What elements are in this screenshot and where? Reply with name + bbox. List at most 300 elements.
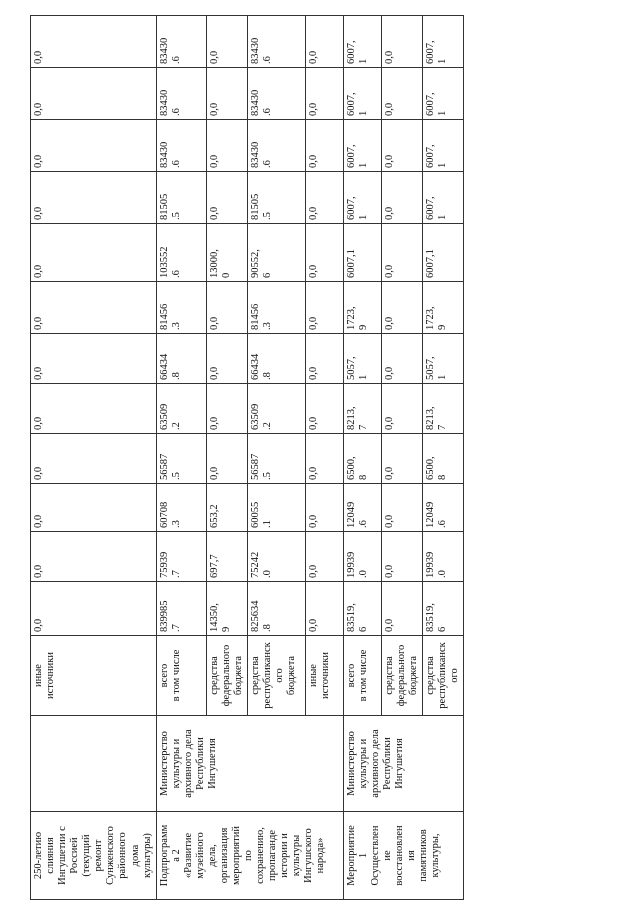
measure-name-cell-line: памятников: [418, 829, 430, 882]
value-cell-line: 9: [220, 626, 232, 632]
value-cell-line: 0,0: [208, 50, 220, 64]
subprogram-name-cell-line: музейного: [194, 832, 206, 879]
value-cell-line: 0,0: [307, 206, 319, 220]
funding-source-cell-line: всего: [158, 663, 170, 688]
value-cell-line: .6: [170, 56, 182, 64]
value-cell: [343, 582, 381, 636]
value-cell-line: 0,0: [383, 618, 395, 632]
value-cell-line: .6: [437, 520, 449, 528]
value-cell-line: 0,0: [383, 154, 395, 168]
value-cell: [31, 282, 157, 334]
value-cell-line: .5: [170, 212, 182, 220]
value-cell: [423, 224, 464, 282]
value-cell-line: 60055: [249, 501, 261, 528]
value-cell-line: 60708: [158, 501, 170, 528]
value-cell-line: 0,0: [33, 618, 44, 632]
subprogram-name-cell-line: истории и: [279, 833, 291, 878]
value-cell: [381, 384, 422, 434]
value-cell: [343, 532, 381, 582]
value-cell-line: 0,0: [383, 264, 395, 278]
measure-name-cell-line: ие: [382, 850, 393, 861]
value-cell-line: 5057,: [345, 356, 357, 380]
value-cell-line: .6: [170, 108, 182, 116]
value-cell-line: .7: [170, 570, 182, 578]
value-cell: [156, 434, 206, 484]
value-cell-line: 0,0: [208, 466, 220, 480]
funding-source-cell: [31, 636, 157, 716]
value-cell-line: 1: [357, 110, 369, 116]
value-cell-line: 0,0: [307, 618, 319, 632]
value-cell-line: .0: [261, 570, 273, 578]
value-cell: [343, 172, 381, 224]
value-cell: [31, 532, 157, 582]
value-cell-line: 63509: [249, 403, 261, 430]
value-cell-line: 0,0: [208, 416, 220, 430]
value-cell-line: 9: [437, 324, 449, 330]
value-cell: [305, 172, 343, 224]
value-cell-line: .6: [261, 160, 273, 168]
value-cell-line: 0,0: [33, 564, 44, 578]
value-cell-line: 6007,: [345, 40, 357, 64]
value-cell: [423, 334, 464, 384]
value-cell-line: 81505: [158, 193, 170, 220]
subprogram-name-cell-line: культуры: [291, 834, 303, 877]
value-cell-line: 13000,: [208, 249, 220, 278]
value-cell-line: 6007,1: [425, 249, 436, 278]
funding-source-cell-line: иные: [307, 664, 319, 687]
subprogram-name-cell-line: народа»: [315, 837, 327, 874]
value-cell: [381, 334, 422, 384]
value-cell-line: 6007,: [425, 196, 436, 220]
value-cell: [305, 334, 343, 384]
value-cell-line: 8: [437, 474, 449, 480]
executor-cell-line: Министерство: [345, 731, 357, 796]
value-cell: [247, 172, 305, 224]
value-cell-line: 75939: [158, 551, 170, 578]
funding-source-cell-line: источники: [319, 652, 331, 699]
subprogram-name-cell-line: дела,: [206, 844, 218, 867]
value-cell-line: 0,0: [208, 366, 220, 380]
executor-cell-line: культуры и: [170, 738, 182, 789]
funding-source-cell-line: иные: [33, 664, 44, 687]
value-cell-line: 7: [357, 424, 369, 430]
value-cell: [156, 16, 206, 68]
value-cell: [31, 16, 157, 68]
value-cell: [156, 334, 206, 384]
value-cell: [423, 16, 464, 68]
value-cell: [31, 484, 157, 532]
value-cell: [381, 172, 422, 224]
value-cell: [206, 224, 247, 282]
funding-source-cell-line: ого: [449, 668, 461, 683]
value-cell-line: 697,7: [208, 554, 220, 578]
measure-name-cell-line: 1: [357, 852, 369, 859]
executor-cell-line: архивного дела: [369, 729, 381, 798]
value-cell: [305, 282, 343, 334]
executor-cell: [156, 716, 343, 812]
value-cell-line: 0,0: [307, 366, 319, 380]
subprogram-name-cell-line: «Развитие: [182, 832, 194, 879]
program-name-cell-line: культуры): [141, 833, 153, 878]
value-cell: [31, 582, 157, 636]
value-cell-line: .8: [261, 624, 273, 632]
value-cell: [247, 434, 305, 484]
value-cell: [423, 120, 464, 172]
value-cell-line: 0,0: [33, 416, 44, 430]
value-cell: [381, 282, 422, 334]
value-cell-line: .2: [170, 422, 182, 430]
value-cell-line: 6007,: [425, 144, 436, 168]
value-cell: [206, 434, 247, 484]
program-name-cell-line: Россией: [69, 837, 81, 874]
value-cell-line: 1: [357, 374, 369, 380]
program-name-cell-line: 250-летию: [33, 831, 44, 880]
value-cell-line: 1723,: [425, 306, 436, 330]
subprogram-name-cell-line: организация: [218, 827, 230, 884]
value-cell: [381, 16, 422, 68]
value-cell-line: 1723,: [345, 306, 357, 330]
funding-source-cell: [343, 636, 381, 716]
value-cell: [206, 172, 247, 224]
value-cell-line: 83430: [158, 89, 170, 116]
value-cell: [247, 532, 305, 582]
value-cell: [423, 68, 464, 120]
value-cell: [156, 68, 206, 120]
value-cell-line: .5: [170, 472, 182, 480]
value-cell: [423, 582, 464, 636]
value-cell: [343, 384, 381, 434]
value-cell-line: 6007,: [345, 144, 357, 168]
value-cell: [31, 68, 157, 120]
value-cell-line: 6500,: [425, 456, 436, 480]
value-cell-line: 0,0: [307, 316, 319, 330]
value-cell-line: 0,0: [307, 514, 319, 528]
value-cell: [381, 120, 422, 172]
value-cell-line: 19939: [425, 551, 436, 578]
value-cell: [343, 282, 381, 334]
value-cell-line: .0: [437, 570, 449, 578]
value-cell: [247, 68, 305, 120]
funding-source-cell-line: в том числе: [357, 649, 369, 702]
value-cell-line: 0: [220, 272, 232, 278]
value-cell: [305, 434, 343, 484]
measure-name-cell-line: Осуществлен: [369, 825, 381, 886]
value-cell: [156, 582, 206, 636]
funding-source-cell-line: бюджета: [232, 655, 244, 696]
value-cell-line: 6: [437, 626, 449, 632]
value-cell-line: 0,0: [33, 154, 44, 168]
value-cell-line: 1: [357, 214, 369, 220]
executor-cell: [343, 716, 463, 812]
subprogram-name-cell-line: мероприятий: [231, 826, 242, 885]
value-cell-line: 0,0: [383, 416, 395, 430]
value-cell-line: .1: [261, 520, 273, 528]
funding-source-cell-line: бюджета: [286, 655, 297, 696]
value-cell: [206, 334, 247, 384]
value-cell: [247, 282, 305, 334]
value-cell-line: .6: [170, 160, 182, 168]
value-cell-line: 9: [357, 324, 369, 330]
value-cell: [381, 224, 422, 282]
value-cell-line: 6: [357, 626, 369, 632]
value-cell-line: 83430: [249, 37, 261, 64]
funding-source-cell: [381, 636, 422, 716]
value-cell: [343, 484, 381, 532]
value-cell: [206, 582, 247, 636]
value-cell: [423, 282, 464, 334]
executor-cell-line: культуры и: [357, 738, 369, 789]
table-row: [31, 16, 157, 900]
value-cell-line: 81505: [249, 193, 261, 220]
value-cell-line: 103552: [158, 246, 170, 278]
value-cell-line: 825634: [249, 600, 261, 632]
value-cell: [343, 334, 381, 384]
value-cell: [381, 68, 422, 120]
value-cell: [247, 334, 305, 384]
value-cell-line: 0,0: [307, 466, 319, 480]
value-cell-line: .5: [261, 212, 273, 220]
value-cell-line: 0,0: [208, 154, 220, 168]
value-cell-line: 0,0: [33, 466, 44, 480]
subprogram-name-cell-line: пропаганде: [267, 830, 279, 881]
value-cell-line: 0,0: [307, 264, 319, 278]
value-cell: [247, 384, 305, 434]
value-cell-line: 0,0: [33, 366, 44, 380]
value-cell-line: .8: [170, 372, 182, 380]
value-cell: [156, 384, 206, 434]
value-cell-line: 653,2: [208, 504, 220, 528]
value-cell: [247, 120, 305, 172]
value-cell: [31, 334, 157, 384]
value-cell-line: 0,0: [33, 316, 44, 330]
subprogram-name-cell-line: сохранению,: [255, 827, 267, 884]
value-cell: [343, 434, 381, 484]
measure-name-cell-line: ия: [406, 850, 418, 861]
program-name-cell-line: Ингушетии с: [57, 826, 69, 885]
measure-name-cell-line: культуры,: [430, 833, 442, 878]
value-cell-line: 0,0: [33, 50, 44, 64]
value-cell-line: .5: [261, 472, 273, 480]
value-cell-line: 83430: [249, 141, 261, 168]
value-cell-line: 0,0: [383, 564, 395, 578]
table-row: [156, 16, 206, 900]
value-cell: [247, 484, 305, 532]
value-cell-line: 0,0: [33, 264, 44, 278]
value-cell-line: .2: [261, 422, 273, 430]
value-cell-line: 14350,: [208, 603, 220, 632]
value-cell-line: .6: [261, 108, 273, 116]
value-cell-line: .7: [170, 624, 182, 632]
value-cell: [206, 120, 247, 172]
measure-name-cell-line: восстановлен: [394, 825, 406, 886]
funding-source-cell: [305, 636, 343, 716]
value-cell: [381, 582, 422, 636]
value-cell-line: 0,0: [383, 514, 395, 528]
executor-cell-empty: [31, 716, 157, 812]
value-cell: [381, 532, 422, 582]
value-cell-line: 83430: [158, 37, 170, 64]
value-cell: [31, 172, 157, 224]
value-cell-line: 81456: [158, 303, 170, 330]
value-cell: [305, 16, 343, 68]
value-cell-line: 0,0: [33, 514, 44, 528]
value-cell-line: 1: [437, 58, 449, 64]
value-cell-line: 6007,: [425, 92, 436, 116]
value-cell-line: 7: [437, 424, 449, 430]
value-cell: [247, 224, 305, 282]
value-cell-line: 12049: [425, 501, 436, 528]
value-cell-line: 1: [357, 58, 369, 64]
funding-source-cell-line: бюджета: [407, 655, 419, 696]
funding-source-cell-line: средства: [208, 656, 220, 695]
value-cell-line: 1: [437, 162, 449, 168]
value-cell-line: .3: [170, 520, 182, 528]
funding-source-cell-line: федерального: [220, 644, 232, 707]
measure-name-cell: [343, 812, 463, 900]
subprogram-name-cell: [156, 812, 343, 900]
value-cell: [305, 484, 343, 532]
value-cell: [156, 282, 206, 334]
value-cell: [206, 384, 247, 434]
value-cell: [206, 484, 247, 532]
value-cell-line: 1: [437, 214, 449, 220]
value-cell-line: 63509: [158, 403, 170, 430]
program-name-cell-line: слияния: [45, 837, 57, 874]
program-name-cell-line: (текущий: [81, 834, 93, 877]
program-name-cell-line: Сунженского: [105, 826, 117, 885]
funding-source-cell-line: в том числе: [170, 649, 182, 702]
value-cell-line: 0,0: [307, 50, 319, 64]
funding-source-cell-line: федерального: [395, 644, 407, 707]
value-cell-line: 83430: [249, 89, 261, 116]
value-cell-line: 0,0: [307, 564, 319, 578]
value-cell-line: 0,0: [33, 102, 44, 116]
value-cell-line: 0,0: [307, 416, 319, 430]
value-cell: [305, 582, 343, 636]
value-cell-line: .6: [357, 520, 369, 528]
value-cell: [305, 532, 343, 582]
value-cell-line: 0,0: [383, 466, 395, 480]
funding-source-cell-line: всего: [345, 663, 357, 688]
value-cell-line: .6: [261, 56, 273, 64]
value-cell: [156, 172, 206, 224]
table-row: [343, 16, 381, 900]
value-cell: [247, 582, 305, 636]
value-cell-line: 66434: [158, 353, 170, 380]
value-cell: [381, 484, 422, 532]
funding-source-cell-line: средства: [425, 656, 436, 695]
value-cell: [206, 16, 247, 68]
value-cell-line: 66434: [249, 353, 261, 380]
value-cell-line: .8: [261, 372, 273, 380]
subprogram-name-cell-line: а 2: [170, 849, 182, 862]
funding-source-cell-line: средства: [383, 656, 395, 695]
value-cell-line: 1: [437, 374, 449, 380]
value-cell: [206, 282, 247, 334]
program-name-cell: [31, 812, 157, 900]
value-cell-line: 8213,: [345, 406, 357, 430]
value-cell-line: .6: [170, 270, 182, 278]
value-cell-line: 83519,: [425, 603, 436, 632]
funding-source-cell: [247, 636, 305, 716]
funding-source-cell: [423, 636, 464, 716]
value-cell-line: 8: [357, 474, 369, 480]
value-cell-line: 6007,1: [345, 249, 357, 278]
funding-source-cell-line: республиканск: [437, 642, 449, 709]
value-cell: [31, 120, 157, 172]
value-cell-line: 83519,: [345, 603, 357, 632]
value-cell-line: 0,0: [208, 102, 220, 116]
value-cell-line: 0,0: [383, 206, 395, 220]
value-cell-line: 0,0: [208, 316, 220, 330]
value-cell-line: 6500,: [345, 456, 357, 480]
value-cell: [343, 224, 381, 282]
value-cell: [206, 532, 247, 582]
measure-name-cell-line: Мероприятие: [345, 825, 357, 886]
value-cell-line: 0,0: [383, 50, 395, 64]
value-cell: [305, 120, 343, 172]
value-cell: [343, 68, 381, 120]
value-cell-line: 19939: [345, 551, 357, 578]
value-cell: [247, 16, 305, 68]
subprogram-name-cell-line: Ингушского: [303, 828, 315, 883]
value-cell: [343, 120, 381, 172]
value-cell: [423, 434, 464, 484]
value-cell: [156, 532, 206, 582]
executor-cell-line: Министерство: [158, 731, 170, 796]
funding-source-cell-line: источники: [45, 652, 57, 699]
value-cell: [423, 384, 464, 434]
executor-cell-line: Республики: [194, 737, 206, 790]
value-cell: [423, 484, 464, 532]
value-cell-line: 6007,: [425, 40, 436, 64]
value-cell-line: .3: [261, 322, 273, 330]
funding-source-cell-line: ого: [273, 668, 285, 683]
value-cell: [31, 434, 157, 484]
value-cell-line: 6007,: [345, 92, 357, 116]
value-cell-line: 6007,: [345, 196, 357, 220]
value-cell-line: 1: [357, 162, 369, 168]
value-cell-line: 75242: [249, 551, 261, 578]
value-cell-line: 0,0: [383, 316, 395, 330]
value-cell-line: 12049: [345, 501, 357, 528]
value-cell: [305, 384, 343, 434]
value-cell: [305, 224, 343, 282]
value-cell: [343, 16, 381, 68]
value-cell: [423, 532, 464, 582]
value-cell: [206, 68, 247, 120]
value-cell: [381, 434, 422, 484]
value-cell-line: 83430: [158, 141, 170, 168]
value-cell-line: 0,0: [383, 366, 395, 380]
executor-cell-line: Ингушетия: [206, 738, 218, 789]
budget-table: [30, 15, 464, 900]
value-cell-line: 81456: [249, 303, 261, 330]
value-cell: [423, 172, 464, 224]
funding-source-cell: [206, 636, 247, 716]
value-cell: [156, 120, 206, 172]
value-cell-line: 1: [437, 110, 449, 116]
value-cell-line: 8213,: [425, 406, 436, 430]
executor-cell-line: Ингушетия: [394, 738, 406, 789]
value-cell: [156, 224, 206, 282]
funding-source-cell-line: республиканск: [261, 642, 273, 709]
program-name-cell-line: дома: [129, 844, 141, 867]
value-cell-line: .0: [357, 570, 369, 578]
value-cell-line: 0,0: [307, 154, 319, 168]
value-cell: [31, 384, 157, 434]
program-name-cell-line: районного: [117, 832, 129, 879]
